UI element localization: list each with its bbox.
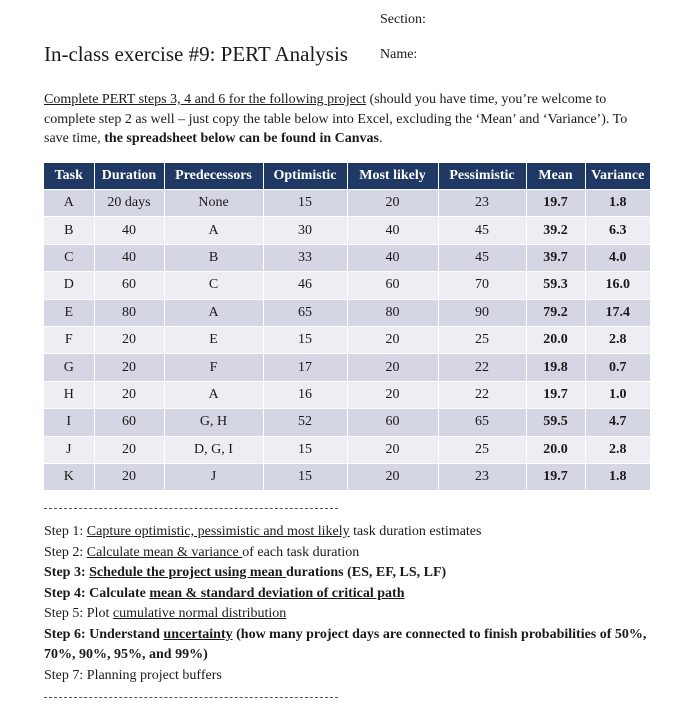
cell-optimistic: 30 — [263, 217, 347, 244]
cell-mean: 20.0 — [526, 326, 585, 353]
cell-pessimistic: 90 — [438, 299, 526, 326]
cell-pessimistic: 45 — [438, 244, 526, 271]
cell-most-likely: 80 — [347, 299, 438, 326]
pert-table — [44, 163, 650, 490]
cell-variance: 1.8 — [585, 463, 650, 490]
cell-task: I — [44, 409, 94, 436]
column-header-task: Task — [44, 163, 94, 190]
column-header-duration: Duration — [94, 163, 164, 190]
cell-variance: 1.0 — [585, 381, 650, 408]
cell-most-likely: 20 — [347, 463, 438, 490]
cell-predecessors: E — [164, 326, 263, 353]
intro-end: . — [379, 131, 383, 146]
table-row — [44, 381, 650, 408]
cell-most-likely: 20 — [347, 436, 438, 463]
cell-variance: 17.4 — [585, 299, 650, 326]
cell-optimistic: 52 — [263, 409, 347, 436]
step-suffix: of each task duration — [242, 544, 360, 560]
cell-duration: 40 — [94, 244, 164, 271]
cell-optimistic: 16 — [263, 381, 347, 408]
step-5 — [44, 604, 654, 625]
cell-pessimistic: 65 — [438, 409, 526, 436]
cell-variance: 1.8 — [585, 190, 650, 217]
cell-duration: 20 — [94, 436, 164, 463]
column-header-variance: Variance — [585, 163, 650, 190]
cell-pessimistic: 25 — [438, 326, 526, 353]
cell-task: C — [44, 244, 94, 271]
table-row — [44, 217, 650, 244]
cell-variance: 4.7 — [585, 409, 650, 436]
cell-most-likely: 20 — [347, 326, 438, 353]
cell-predecessors: None — [164, 190, 263, 217]
step-prefix: Step 7: Planning project buffers — [44, 667, 222, 683]
table-row — [44, 326, 650, 353]
step-2 — [44, 543, 654, 564]
intro-underlined: Complete PERT steps 3, 4 and 6 for the following project — [44, 92, 367, 107]
cell-duration: 20 — [94, 354, 164, 381]
step-underlined: mean & standard deviation of critical path — [149, 585, 405, 601]
cell-duration: 20 — [94, 463, 164, 490]
cell-variance: 2.8 — [585, 436, 650, 463]
step-underlined: Capture optimistic, pessimistic and most likely — [86, 524, 350, 539]
table-row — [44, 244, 650, 271]
step-underlined: Schedule the project using mean — [89, 565, 287, 580]
cell-duration: 20 — [94, 326, 164, 353]
table-row — [44, 409, 650, 436]
cell-predecessors: B — [164, 244, 263, 271]
cell-optimistic: 65 — [263, 299, 347, 326]
cell-mean: 39.2 — [526, 217, 585, 244]
column-header-optimistic: Optimistic — [263, 163, 347, 190]
cell-mean: 19.7 — [526, 463, 585, 490]
cell-most-likely: 40 — [347, 217, 438, 244]
table-row — [44, 299, 650, 326]
step-prefix: Step 6: Understand — [44, 626, 164, 642]
step-1 — [44, 522, 654, 543]
step-underlined: uncertainty — [163, 626, 233, 642]
cell-pessimistic: 25 — [438, 436, 526, 463]
cell-task: H — [44, 381, 94, 408]
cell-predecessors: A — [164, 299, 263, 326]
cell-task: G — [44, 354, 94, 381]
cell-most-likely: 60 — [347, 272, 438, 299]
intro-bold: the spreadsheet below can be found in Canvas — [104, 131, 379, 146]
cell-duration: 40 — [94, 217, 164, 244]
divider-top — [44, 508, 338, 509]
cell-predecessors: A — [164, 217, 263, 244]
cell-most-likely: 20 — [347, 381, 438, 408]
step-4 — [44, 584, 654, 605]
cell-task: A — [44, 190, 94, 217]
cell-mean: 39.7 — [526, 244, 585, 271]
cell-mean: 59.5 — [526, 409, 585, 436]
cell-most-likely: 20 — [347, 354, 438, 381]
step-prefix: Step 5: Plot — [44, 606, 113, 621]
intro-paragraph — [44, 90, 654, 149]
cell-duration: 60 — [94, 272, 164, 299]
table-row — [44, 190, 650, 217]
cell-mean: 19.8 — [526, 354, 585, 381]
cell-optimistic: 15 — [263, 436, 347, 463]
name-label: Name: — [380, 47, 418, 62]
section-label: Section: — [380, 12, 426, 27]
cell-variance: 6.3 — [585, 217, 650, 244]
cell-optimistic: 15 — [263, 326, 347, 353]
column-header-most-likely: Most likely — [347, 163, 438, 190]
step-suffix: (how many project days are connected to finish probabilities of 50%, 70%, 90%, 95%, and 99%) — [44, 626, 647, 662]
cell-most-likely: 20 — [347, 190, 438, 217]
cell-task: E — [44, 299, 94, 326]
cell-task: F — [44, 326, 94, 353]
cell-variance: 2.8 — [585, 326, 650, 353]
cell-predecessors: F — [164, 354, 263, 381]
cell-pessimistic: 23 — [438, 190, 526, 217]
cell-pessimistic: 22 — [438, 354, 526, 381]
cell-optimistic: 46 — [263, 272, 347, 299]
cell-mean: 20.0 — [526, 436, 585, 463]
cell-optimistic: 15 — [263, 190, 347, 217]
step-3 — [44, 563, 654, 584]
intro-text: (should you have time, you’re welcome to complete step 2 as well – just copy the table below into Excel, excluding the ‘Mean’ and ‘Variance’). To save time, — [44, 92, 628, 146]
step-prefix: Step 2: — [44, 544, 87, 560]
column-header-mean: Mean — [526, 163, 585, 190]
cell-task: D — [44, 272, 94, 299]
step-prefix: Step 1: — [44, 524, 87, 539]
column-header-predecessors: Predecessors — [164, 163, 263, 190]
cell-pessimistic: 23 — [438, 463, 526, 490]
cell-task: K — [44, 463, 94, 490]
cell-pessimistic: 22 — [438, 381, 526, 408]
cell-duration: 20 days — [94, 190, 164, 217]
cell-mean: 79.2 — [526, 299, 585, 326]
table-row — [44, 436, 650, 463]
cell-predecessors: C — [164, 272, 263, 299]
cell-predecessors: D, G, I — [164, 436, 263, 463]
cell-mean: 19.7 — [526, 190, 585, 217]
cell-duration: 20 — [94, 381, 164, 408]
cell-task: B — [44, 217, 94, 244]
step-underlined: Calculate mean & variance — [86, 544, 243, 560]
cell-optimistic: 15 — [263, 463, 347, 490]
column-header-pessimistic: Pessimistic — [438, 163, 526, 190]
steps-list — [44, 522, 654, 686]
cell-predecessors: G, H — [164, 409, 263, 436]
table-row — [44, 463, 650, 490]
table-row — [44, 272, 650, 299]
cell-optimistic: 17 — [263, 354, 347, 381]
cell-pessimistic: 45 — [438, 217, 526, 244]
cell-duration: 80 — [94, 299, 164, 326]
cell-predecessors: A — [164, 381, 263, 408]
step-6 — [44, 625, 654, 666]
cell-optimistic: 33 — [263, 244, 347, 271]
cell-task: J — [44, 436, 94, 463]
table-row — [44, 354, 650, 381]
cell-duration: 60 — [94, 409, 164, 436]
cell-variance: 4.0 — [585, 244, 650, 271]
cell-most-likely: 60 — [347, 409, 438, 436]
step-prefix: Step 3: — [44, 565, 90, 580]
step-suffix: task duration estimates — [349, 524, 482, 539]
cell-most-likely: 40 — [347, 244, 438, 271]
cell-predecessors: J — [164, 463, 263, 490]
cell-variance: 0.7 — [585, 354, 650, 381]
page-title: In-class exercise #9: PERT Analysis — [44, 42, 348, 66]
step-suffix: durations (ES, EF, LS, LF) — [286, 565, 447, 580]
table-header-row — [44, 163, 650, 190]
divider-bottom — [44, 697, 338, 698]
step-underlined: cumulative normal distribution — [112, 606, 287, 621]
cell-pessimistic: 70 — [438, 272, 526, 299]
step-prefix: Step 4: Calculate — [44, 585, 150, 601]
cell-variance: 16.0 — [585, 272, 650, 299]
cell-mean: 59.3 — [526, 272, 585, 299]
step-7 — [44, 666, 654, 687]
cell-mean: 19.7 — [526, 381, 585, 408]
